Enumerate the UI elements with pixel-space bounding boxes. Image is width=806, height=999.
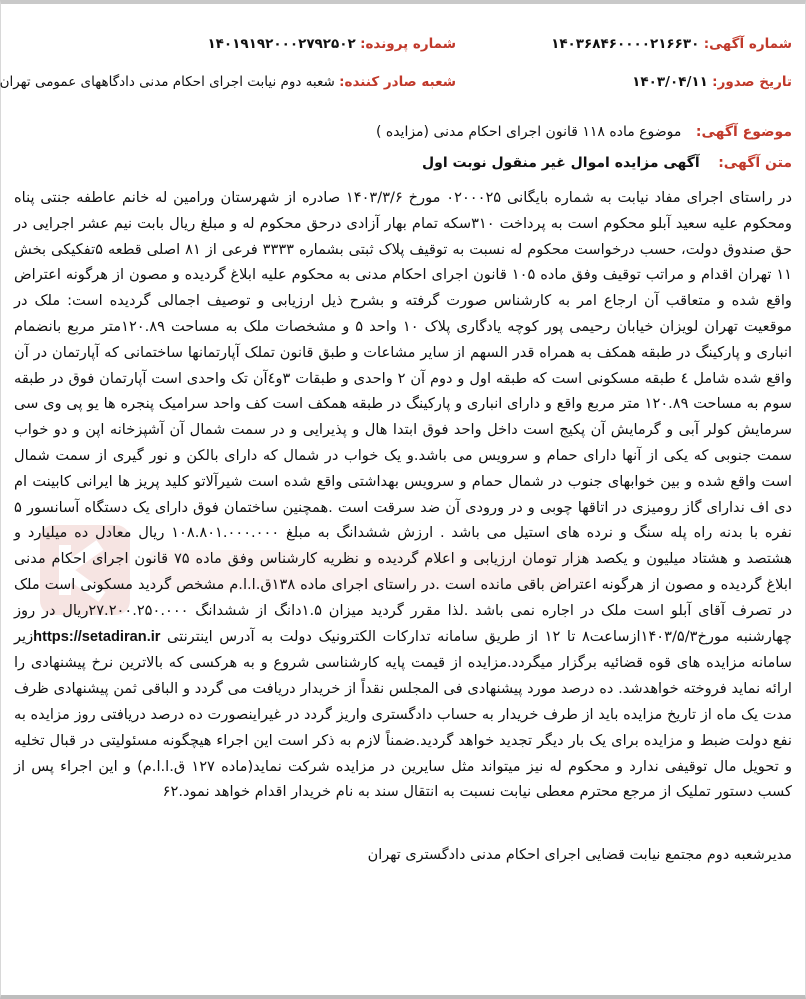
notice-body-part2: زیر سامانه مزایده های قوه قضائیه برگزار میگردد.مزایده از قیمت پایه کارشناسی شروع و به هرکسی که بالاترین نرخ پیشنهادی را ارائه نماید فروخته خواهدشد. ده درصد مورد پیشنهادی فی المجلس نقداً از خریدار دریافت می گردد و الباقی ثمن پیشنهادی ظرف مدت یک ماه از تاریخ مزایده باید از طرف خریدار به حساب دادگستری واریز گردد در غیراینصورت ده درصد دریافتی روز مزایده به نفع دولت ضبط و مزایده برای یک بار دیگر تجدید خواهد گردید.ضمناً لازم به ذکر است این اجراء هیچگونه مسئولیتی در قبال تخلیه و تحویل مال توقیفی ندارد و محکوم له نیز میتواند مثل سایرین در مزایده شرکت نماید(ماده ۱۲۷ ق.ا.ا.م) و این اجراء پس از کسب دستور تملیک از مرجع محترم معطی نیابت نسبت به انتقال سند به نام خریدار اقدام خواهد نمود.۶۲ [14, 627, 792, 801]
issue-date-row [632, 74, 792, 90]
subject-label: موضوع آگهی: [695, 124, 792, 140]
case-number-row [207, 36, 456, 52]
issuer-label: شعبه صادر کننده: [339, 74, 456, 90]
signature: مدیرشعبه دوم مجتمع نیابت قضایی اجرای احکام مدنی دادگستری تهران [367, 847, 792, 863]
notice-number-row [551, 36, 792, 52]
issuer-row [0, 74, 456, 90]
setadiran-link[interactable]: https://setadiran.ir [33, 628, 161, 645]
notice-number-label: شماره آگهی: [703, 36, 792, 52]
text-title-value: آگهی مزایده اموال غیر منقول نوبت اول [422, 155, 700, 171]
case-number-value: ۱۴۰۱۹۱۹۲۰۰۰۲۷۹۲۵۰۲ [207, 36, 356, 52]
text-title-row [422, 155, 792, 171]
issue-date-label: تاریخ صدور: [712, 74, 792, 90]
issuer-value: شعبه دوم نیابت اجرای احکام مدنی دادگاههای عمومی تهران [0, 74, 335, 90]
notice-number-value: ۱۴۰۳۶۸۴۶۰۰۰۰۲۱۶۶۳۰ [551, 36, 700, 52]
notice-body [14, 185, 792, 805]
case-number-label: شماره پرونده: [360, 36, 456, 52]
text-title-label: متن آگهی: [718, 155, 792, 171]
issue-date-value: ۱۴۰۳/۰۴/۱۱ [632, 74, 708, 90]
subject-row [376, 124, 792, 140]
subject-value: موضوع ماده ۱۱۸ قانون اجرای احکام مدنی (مزایده ) [375, 124, 682, 140]
notice-body-part1: در راستای اجرای مفاد نیابت به شماره بایگانی ۰۲۰۰۰۲۵ مورخ ۱۴۰۳/۳/۶ صادره از شهرستان ورامین له خانم عاطفه جنتی پناه ومحکوم علیه سعید آبلو محکوم است به پرداخت ۳۱۰سکه تمام بهار آزادی درحق محکوم له و مبلغ ریال بابت نیم عشر اجرایی در حق صندوق دولت، حسب درخواست محکوم له نسبت به توقیف پلاک ثبتی بشماره ۳۳۳۳ فرعی از ۸۱ اصلی قطعه ۵تفکیکی بخش ۱۱ تهران اقدام و مراتب توقیف وفق ماده ۱۰۵ قانون اجرای احکام مدنی به محکوم علیه ابلاغ گردیده و مصون از هرگونه اعتراض واقع شده و متعاقب آن ارجاع امر به کارشناس صورت گرفته و بشرح ذیل ارزیابی و توصیف اجمالی گردیده است: ملک در موقعیت تهران لویزان خیابان رحیمی پور کوچه یادگاری پلاک ۱۰ واحد ۵ و مشخصات ملک به مساحت ۱۲۰.۸۹متر مربع بانضمام انباری و پارکینگ در طبقه همکف به همراه قدر السهم از سایر مشاعات و طبق قانون تملک آپارتمانها ساختمانی که آپارتمان در آن واقع شده شامل ٤ طبقه مسکونی است که طبقه اول و دوم آن ۲ واحدی و طبقات ۳و٤آن تک واحدی است آپارتمان فوق در طبقه سوم به مساحت ۱۲۰.۸۹ متر مربع واقع و دارای انباری و پارکینگ در طبقه همکف است کف واحد سرامیک پنجره ها یو پی وی سی سرمایش کولر آبی و گرمایش آن پکیج است داخل واحد فوق ابتدا هال و پذیرایی و در سمت شمال آن آشپزخانه اپن و دو خواب سمت جنوبی که یکی از آنها دارای حمام و سرویس می باشد.و یک خواب در شمال که دارای بالکن و نور گیری از سمت شمال است واقع شده و بین خوابهای جنوب در شمال حمام و سرویس بهداشتی واقع شده است شیرآلاتو کلید پریز ها ایرانی کابینت ام دی اف ندارای گاز رومیزی در اتاقها چوبی و در ورودی آن ضد سرقت است .همچنین ساختمان فوق دارای یک دستگاه آسانسور ۵ نفره با بدنه راه پله سنگ و نرده های استیل می باشد . ارزش ششدانگ به مبلغ ۱۰۸.۸۰۱.۰۰۰.۰۰۰ ریال معادل ده میلیارد و هشتصد و هشتاد میلیون و یکصد هزار تومان ارزیابی و اعلام گردیده و نظریه کارشناس وفق ماده ۷۵ قانون اجرای احکام مدنی ابلاغ گردیده و مصون از هرگونه اعتراض باقی مانده است .در راستای اجرای ماده ۱۳۸ق.ا.ا.م مشخص گردید مسکونی است ملک در تصرف آقای آبلو است ملک در اجاره نمی باشد .لذا مقرر گردید میزان ۱.۵دانگ از ششدانگ ۲۷.۲۰۰.۲۵۰.۰۰۰ریال در روز چهارشنبه مورخ۱۴۰۳/۵/۳ازساعت۸ تا ۱۲ از طریق سامانه تدارکات الکترونیک دولت به آدرس اینترنتی [14, 189, 793, 645]
